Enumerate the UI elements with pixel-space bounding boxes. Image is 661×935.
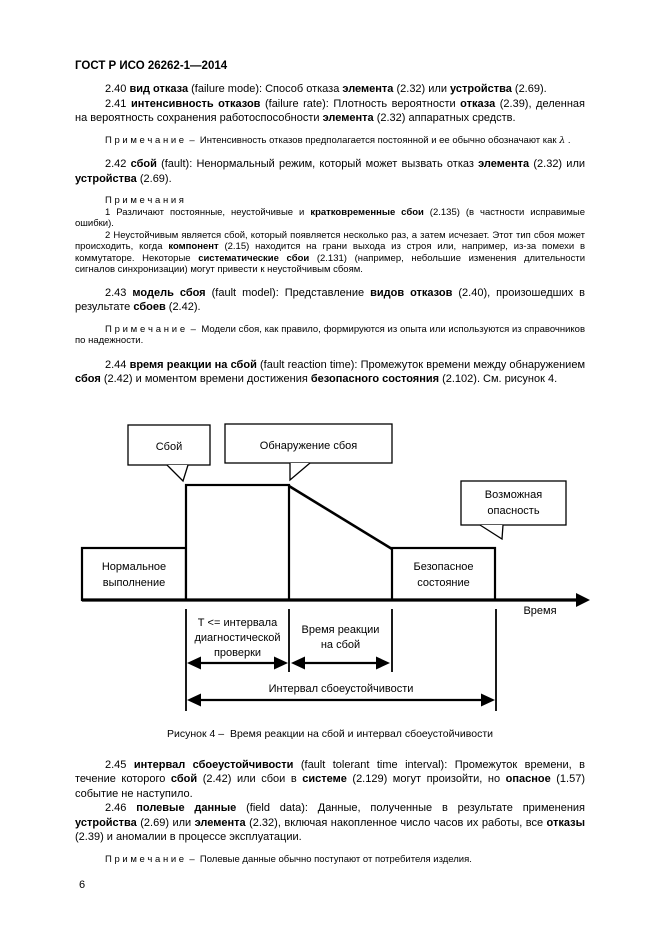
note-2-42-2: 2 Неустойчивым является сбой, который появляется несколько раз, а затем исчезает. Этот тип сбоя может происходить, когда компонент (2.15) находится на грани выхода из строя или, например, из-за помехи в коммутаторе. Некоторые систематические сбои (2.131) (например, небольшие изменения длительности сигналов синхронизации) могут привести к неустойчивым сбоям.: [75, 229, 585, 275]
diagnostic-interval-label-line1: Т <= интервала: [197, 616, 278, 629]
notes-heading-2-42: П р и м е ч а н и я: [105, 195, 184, 206]
normal-execution-label-line1: Нормальное: [101, 560, 167, 573]
para-2-46: 2.46 полевые данные (field data): Данные, полученные в результате применения устройства (2.69) или элемента (2.32), включая накопленное число часов их работы, все отказы (2.39) и аномалии в процессе эксплуатации.: [75, 802, 585, 843]
para-2-41: 2.41 интенсивность отказов (failure rate): Плотность вероятности отказа (2.39), деленная на вероятность сохранения работоспособности элемента (2.32) аппаратных средств.: [75, 97, 585, 124]
detection-callout-tail: [290, 463, 310, 480]
fault-callout-tail: [167, 465, 188, 481]
diagnostic-interval-label-line3: проверки: [213, 646, 262, 659]
reaction-time-label-line2: на сбой: [320, 638, 361, 651]
detection-callout-label: Обнаружение сбоя: [259, 439, 358, 452]
fault-callout-label: Сбой: [155, 440, 183, 453]
safe-state-label-line1: Безопасное: [413, 560, 474, 573]
diagnostic-interval-arrowhead-left: [187, 656, 201, 669]
page-number: 6: [79, 879, 86, 891]
hazard-callout-bubble: [461, 481, 566, 525]
fault-tolerant-interval-label: Интервал сбоеустойчивости: [268, 682, 414, 695]
diagnostic-interval-label-line2: диагностической: [194, 631, 281, 644]
para-2-42: 2.42 сбой (fault): Ненормальный режим, который может вызвать отказ элемента (2.32) или устройства (2.69).: [75, 158, 586, 185]
fault-tolerant-arrowhead-right: [481, 693, 495, 706]
hazard-callout-label-line2: опасность: [487, 504, 540, 517]
reaction-time-arrowhead-right: [376, 656, 390, 669]
para-2-44: 2.44 время реакции на сбой (fault reaction time): Промежуток времени между обнаружением сбоя (2.42) и моментом времени достижения безопасного состояния (2.102). См. рисунок 4.: [75, 358, 586, 385]
para-2-43: 2.43 модель сбоя (fault model): Представление видов отказов (2.40), произошедших в результате сбоев (2.42).: [75, 286, 585, 313]
para-2-45: 2.45 интервал сбоеустойчивости (fault tolerant time interval): Промежуток времени, в течение которого сбой (2.42) или сбои в системе (2.129) могут произойти, но опасное (1.57) событие не наступило.: [75, 758, 585, 800]
diagnostic-interval-arrowhead-right: [274, 656, 288, 669]
hazard-callout-label-line1: Возможная: [484, 488, 543, 501]
fault-reaction-time-diagram: [70, 423, 605, 718]
note-2-46: П р и м е ч а н и е – Полевые данные обычно поступают от потребителя изделия.: [105, 853, 472, 865]
fault-tolerant-arrowhead-left: [187, 693, 201, 706]
para-2-40: 2.40 вид отказа (failure mode): Способ отказа элемента (2.32) или устройства (2.69).: [105, 83, 547, 95]
note-2-42-1: 1 Различают постоянные, неустойчивые и кратковременные сбои (2.135) (в частности исправимые ошибки).: [75, 206, 585, 229]
note-2-41: П р и м е ч а н и е – Интенсивность отказов предполагается постоянной и ее обычно обозначают как λ .: [105, 134, 571, 146]
normal-execution-box: [82, 548, 186, 600]
normal-execution-label-line2: выполнение: [102, 576, 166, 589]
safe-state-label-line2: состояние: [417, 576, 470, 589]
time-axis-arrowhead: [576, 593, 590, 607]
fault-state-box: [186, 485, 289, 600]
time-axis-label: Время: [523, 604, 557, 617]
transition-diagonal-line: [289, 486, 392, 549]
note-2-43: П р и м е ч а н и е – Модели сбоя, как правило, формируются из опыта или используются из справочников по надежности.: [75, 323, 585, 346]
reaction-time-arrowhead-left: [291, 656, 305, 669]
hazard-callout-tail: [480, 525, 503, 539]
reaction-time-label-line1: Время реакции: [301, 623, 380, 636]
figure-caption: Рисунок 4 – Время реакции на сбой и интервал сбоеустойчивости: [167, 727, 493, 740]
document-title: ГОСТ Р ИСО 26262-1—2014: [75, 60, 228, 72]
figure-4-diagram: [70, 423, 605, 718]
safe-state-box: [392, 548, 495, 600]
